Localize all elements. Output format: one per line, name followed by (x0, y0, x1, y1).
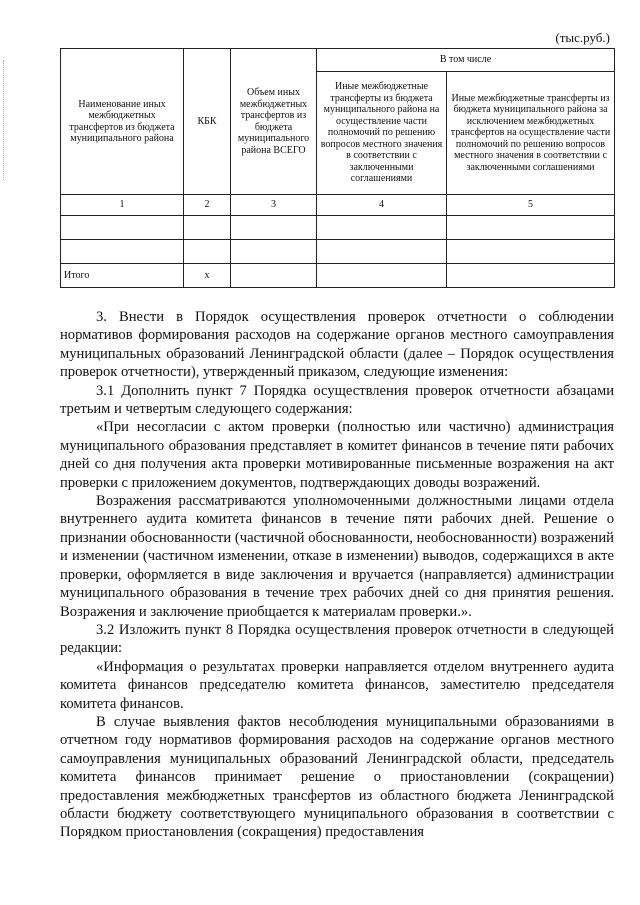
total-kbk: х (184, 264, 231, 288)
paragraph-item-3-1: 3.1 Дополнить пункт 7 Порядка осуществления проверок отчетности абзацами третьим и четвертым следующего содержания: (60, 382, 614, 418)
transfers-table (60, 48, 615, 288)
margin-marks (3, 60, 8, 180)
paragraph-violations: В случае выявления фактов несоблюдения муниципальными образованиями в отчетном году нормативов формирования расходов на содержание органов местного самоуправления муниципальных образований Ленинградской области, председатель комитета финансов принимает решение о приостановлении (сокращении) предоставления межбюджетных трансфертов из областного бюджета Ленинградской области бюджету соответствующего муниципального образования в соответствии с Порядком приостановления (сокращения) предоставления (60, 713, 614, 841)
table-cell (184, 240, 231, 264)
paragraph-item-3-2: 3.2 Изложить пункт 8 Порядка осуществления проверок отчетности в следующей редакции: (60, 621, 614, 657)
table-row-numbers (61, 195, 615, 216)
header-name: Наименование иных межбюджетных трансфертов из бюджета муниципального района (61, 49, 184, 195)
table-cell (447, 240, 615, 264)
header-powers: Иные межбюджетные трансферты из бюджета муниципального района на осуществление части полномочий по решению вопросов местного значения в соответствии с заключенными соглашениями (317, 72, 447, 195)
col-number: 1 (61, 195, 184, 216)
table-cell (317, 264, 447, 288)
table-cell (61, 216, 184, 240)
table-cell (317, 240, 447, 264)
table-cell (447, 264, 615, 288)
table-cell (231, 264, 317, 288)
table-row (61, 216, 615, 240)
col-number: 5 (447, 195, 615, 216)
header-other: Иные межбюджетные трансферты из бюджета муниципального района за исключением межбюджетных трансфертов на осуществление части полномочий по решению вопросов местного значения в соответствии с заключенными соглашениями (447, 72, 615, 195)
document-body (60, 308, 614, 842)
header-group: В том числе (317, 49, 615, 72)
table-cell (317, 216, 447, 240)
paragraph-quote-information: «Информация о результатах проверки направляется отделом внутреннего аудита комитета финансов председателю комитета финансов, заместителю председателя комитета финансов. (60, 658, 614, 712)
col-number: 2 (184, 195, 231, 216)
table-cell (184, 216, 231, 240)
table-row (61, 240, 615, 264)
unit-label: (тыс.руб.) (555, 30, 610, 45)
table-row-total (61, 264, 615, 288)
table-cell (231, 240, 317, 264)
paragraph-item-3: 3. Внести в Порядок осуществления проверок отчетности о соблюдении нормативов формирования расходов на содержание органов местного самоуправления муниципальных образований Ленинградской области (далее – Порядок осуществления проверок отчетности), утвержденный приказом, следующие изменения: (60, 309, 614, 381)
header-kbk: КБК (184, 49, 231, 195)
header-total: Объем иных межбюджетных трансфертов из бюджета муниципального района ВСЕГО (231, 49, 317, 195)
total-label: Итого (61, 264, 184, 288)
col-number: 3 (231, 195, 317, 216)
paragraph-quote-objection: «При несогласии с актом проверки (полностью или частично) администрация муниципального образования представляет в комитет финансов в течение пяти рабочих дней со дня получения акта проверки мотивированные письменные возражения на акт проверки с приложением документов, подтверждающих доводы возражений. (60, 419, 614, 491)
col-number: 4 (317, 195, 447, 216)
paragraph-objections-review: Возражения рассматриваются уполномоченными должностными лицами отдела внутреннего аудита комитета финансов в течение пяти рабочих дней. Решение о признании обоснованности (частичной обоснованности, необоснованности) возражений и изменении (частичном изменении, отказе в изменении) выводов, содержащихся в акте проверки, оформляется в виде заключения и вручается (направляется) администрации муниципального образования в течение трех рабочих дней со дня принятия решения. Возражения и заключение приобщается к материалам проверки.». (60, 493, 614, 620)
table-cell (61, 240, 184, 264)
table-cell (447, 216, 615, 240)
table-cell (231, 216, 317, 240)
